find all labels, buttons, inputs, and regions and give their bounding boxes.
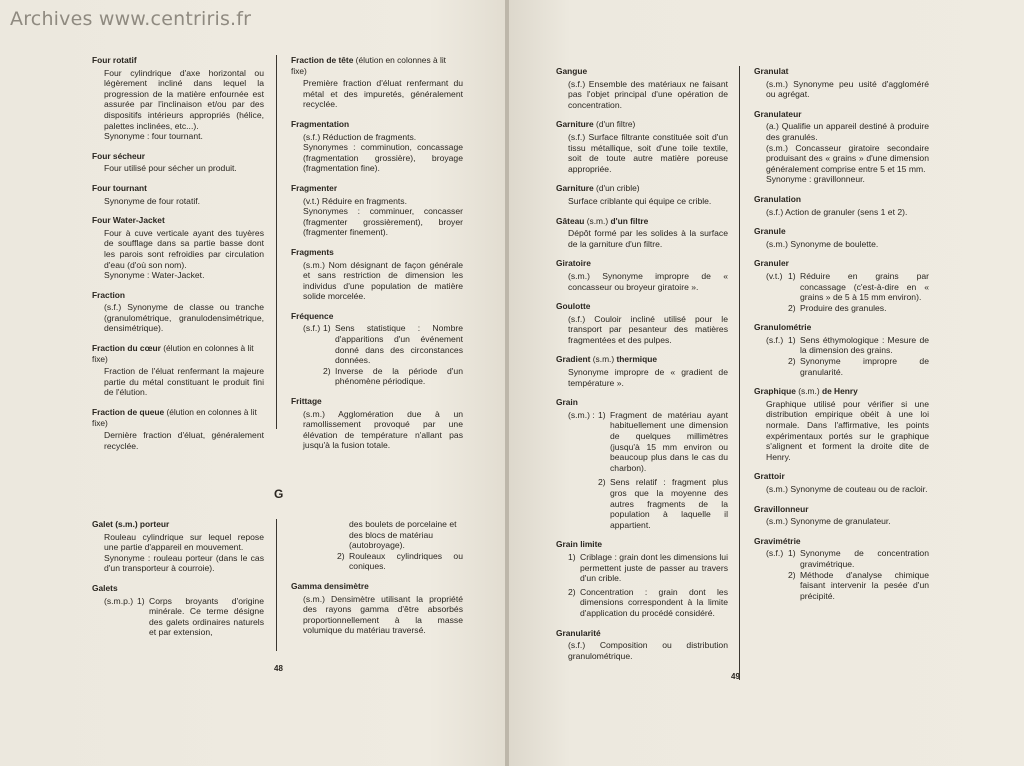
definition: Four cylindrique d'axe horizontal ou légèrement incliné dans lequel la progression de la matière enfournée est assurée par l'inclinaison et/ou par des dispositifs intérieurs appropriés (hélice, palettes inclinées, etc...). [104,67,264,131]
term: Garniture [556,119,594,130]
term: Gradient [556,354,591,365]
entry-fragmenter [291,183,463,238]
term-qualifier: (élution en colonnes à lit fixe) [92,407,257,428]
term: Granulation [754,193,801,204]
term: Fraction de queue [92,407,165,418]
entry-galets-continued [291,519,463,572]
left-col-1 [92,55,264,460]
term: Gangue [556,66,588,76]
item-text: Fragment de matériau ayant habituellement une dimension de quelques millimètres (jusqu'à 15 mm environ ou beaucoup plus dans le cas du charbon). [610,409,728,473]
term: Fragments [291,246,334,257]
term: Garniture [556,183,594,194]
entry-gravillonneur [754,504,929,527]
definition: Rouleau cylindrique sur lequel repose une partie d'appareil en mouvement. [104,531,264,553]
entry-granulation [754,194,929,217]
definition: (s.f.) Composition ou distribution granulométrique. [568,640,728,661]
term: Gravillonneur [754,503,809,514]
entry-grain-limite [556,539,728,618]
definition: (a.) Qualifie un appareil destiné à produire des granulés. [766,121,929,142]
term-qualifier: (d'un filtre) [593,119,636,130]
column-divider [276,519,277,651]
term: Fraction de tête [291,55,354,65]
entry-gamma-densimetre [291,581,463,636]
term: Giratoire [556,258,591,269]
item-number: 2) [788,569,796,580]
entry-graphique-de-henry [754,386,929,462]
definition: Synonyme impropre de « gradient de température ». [568,367,728,388]
entry-gangue [556,66,728,110]
term: Grain limite [556,539,603,550]
entry-fraction-de-tete [291,55,463,110]
watermark: Archives www.centriris.fr [10,8,252,30]
item-text: Rouleaux cylindriques ou coniques. [349,550,463,572]
part-of-speech: (s.f.) [766,334,784,345]
definition: (s.m.) Nom désignant de façon générale et sans restriction de dimension les individus d'une population de matière solide morcelée. [303,259,463,302]
part-of-speech: (s.f.) [303,323,321,334]
definition: (s.m.) Densimètre utilisant la propriété des rayons gamma d'être absorbés proportionnellement à la masse volumique du matériau traversé. [303,593,463,636]
term-qualifier: thermique [616,354,657,365]
term: Four Water-Jacket [92,215,165,226]
term-qualifier: (élution en colonnes à lit fixe) [291,55,447,76]
item-number: 1) [568,551,576,562]
term: Granulat [754,66,789,76]
term: Fraction du cœur [92,343,161,354]
item-text: Produire des granules. [800,302,887,313]
entry-gravimetrie [754,536,929,602]
definition: (s.m.) Synonyme de couteau ou de racloir. [766,484,928,494]
definition: Graphique utilisé pour vérifier si une distribution empirique obéit à une loi normale. Dans l'affirmative, les points expérimentaux portés sur le graphique s'alignent et forment la droite dite de Henry. [766,398,929,462]
part-of-speech: (s.m.) : [568,409,595,420]
definition: Dernière fraction d'éluat, généralement recyclée. [104,430,264,451]
term: Granuler [754,258,789,269]
term: Fraction [92,289,126,300]
term: Grain [556,397,578,408]
term-qualifier: (d'un crible) [593,183,640,194]
entry-fraction [92,290,264,334]
entry-fragmentation [291,119,463,174]
entry-galets [92,583,264,638]
definition: (s.f.) Synonyme de classe ou tranche (granulométrique, granulodensimétrique, densimétrique). [104,302,264,334]
entry-granularite [556,628,728,662]
item-text: Sens relatif : fragment plus gros que la moyenne des autres fragments de la population à laquelle il appartient. [610,477,728,530]
entry-four-tournant [92,183,264,206]
term-qualifier: de Henry [821,386,858,397]
definition: (s.f.) Action de granuler (sens 1 et 2). [766,206,908,217]
definition: (s.m.) Synonyme de boulette. [766,238,879,249]
definition: Fraction de l'éluat renfermant la majeure partie du métal constituant le produit fini de l'élution. [104,366,264,398]
column-divider [739,66,740,680]
entry-fraction-du-coeur [92,343,264,398]
term: Four sécheur [92,150,146,161]
definition: (s.f.) Surface filtrante constituée soit d'un tissu métallique, soit d'une toile textile, soit de toute autre matière poreuse appropriée. [568,131,728,174]
term: Four tournant [92,182,147,193]
item-number: 1) [788,548,796,559]
term: Gravimétrie [754,535,801,546]
item-number: 2) [568,586,576,597]
item-text: Synonyme de concentration gravimétrique. [800,548,929,569]
item-number: 1) [788,334,796,345]
item-number: 2) [598,477,606,488]
term: Granule [754,226,786,237]
term: Gâteau [556,215,585,226]
term: Fragmenter [291,182,338,193]
entry-frequence [291,311,463,387]
entry-granulometrie [754,322,929,377]
item-text: Synonyme impropre de granularité. [800,356,929,377]
term: Galet (s.m.) porteur [92,519,170,529]
term-pos: (s.m.) [590,354,617,365]
definition: (s.m.) Concasseur giratoire secondaire produisant des « grains » d'une dimension généralement comprise entre 5 et 15 mm. [766,142,929,174]
left-page [0,0,505,766]
item-number: 2) [323,365,331,376]
entry-garniture-crible [556,183,728,206]
item-number: 1) [137,595,145,606]
term: Graphique [754,386,796,397]
item-text: Concentration : grain dont les dimensions correspondent à la limite d'application du procédé considéré. [580,586,728,618]
item-text: Criblage : grain dont les dimensions lui permettent juste de passer au travers d'un crible. [580,551,728,584]
item-text: Corps broyants d'origine minérale. Ce terme désigne des galets ordinaires naturels et par extension, [149,595,264,638]
part-of-speech: (s.m.p.) [104,595,134,606]
synonym: Synonyme : gravillonneur. [766,174,865,185]
entry-fraction-de-queue [92,407,264,451]
item-number: 2) [788,302,796,313]
definition: (s.f.) Couloir incliné utilisé pour le transport par pesanteur des matières fragmentées et des pulpes. [568,313,728,345]
item-number: 1) [323,323,331,334]
term-qualifier: (élution en colonnes à lit fixe) [92,343,254,364]
item-number: 2) [337,550,345,561]
left-g-col-2 [291,519,463,645]
item-number: 1) [598,409,606,420]
entry-grain [556,397,728,530]
term: Four rotatif [92,55,137,65]
term: Granularité [556,627,601,638]
entry-garniture-filtre [556,119,728,174]
synonym: Synonyme : four tournant. [104,131,203,142]
definition: (s.f.) Réduction de fragments. [303,131,417,142]
definition: (s.m.) Synonyme peu usité d'aggloméré ou agrégat. [766,78,929,100]
item-number: 1) [788,270,796,281]
definition: Surface criblante qui équipe ce crible. [568,195,712,206]
entry-frittage [291,396,463,451]
section-letter: G [274,487,284,501]
part-of-speech: (v.t.) [766,270,783,281]
term: Goulotte [556,301,591,312]
entry-fragments [291,247,463,302]
item-text: Sens éthymologique : Mesure de la dimension des grains. [800,334,929,356]
right-col-1 [556,66,728,670]
item-text: Sens statistique : Nombre d'apparitions d'un événement donné dans des circonstances données. [335,323,463,366]
entry-four-water-jacket [92,215,264,281]
left-col-2 [291,55,463,460]
definition: Dépôt formé par les solides à la surface de la garniture d'un filtre. [568,228,728,249]
entry-goulotte [556,301,728,345]
definition: (v.t.) Réduire en fragments. [303,195,407,206]
definition: Four à cuve verticale ayant des tuyères de soufflage dans sa partie basse dont les parois sont refroidies par circulation d'eau (d'où son nom). [104,227,264,270]
item-number: 2) [788,356,796,367]
left-g-col-1 [92,519,264,647]
synonym: Synonymes : comminuer, concasser (fragmenter grossièrement), broyer (fragmenter finement). [303,206,463,238]
term: Galets [92,582,118,593]
page-number: 48 [274,664,283,673]
entry-four-secheur [92,151,264,174]
definition: Synonyme de four rotatif. [104,195,201,206]
page-number: 49 [731,672,740,681]
item-text: Méthode d'analyse chimique faisant intervenir la pesée d'un précipité. [800,569,929,601]
entry-grattoir [754,471,929,494]
definition: (s.m.) Synonyme impropre de « concasseur ou broyeur giratoire ». [568,270,728,292]
part-of-speech: (s.f.) [766,548,784,559]
term: Granulométrie [754,322,812,333]
definition: Première fraction d'éluat renfermant du métal et des impuretés, généralement recyclée. [303,78,463,110]
entry-galet-porteur [92,519,264,574]
definition: (s.f.) Ensemble des matériaux ne faisant pas l'objet principal d'une opération de concentration. [568,78,728,110]
term: Granulateur [754,108,802,119]
term: Frittage [291,396,322,407]
entry-granule [754,226,929,249]
term: Fragmentation [291,118,350,129]
definition: (s.m.) Synonyme de granulateur. [766,516,891,527]
continued-text: des boulets de porcelaine et des blocs de matériau (autobroyage). [349,519,457,551]
term: Fréquence [291,310,334,321]
right-col-2 [754,66,929,610]
definition: (s.m.) Agglomération due à un ramollissement provoqué par une élévation de température n'allant pas jusqu'à la fusion totale. [303,408,463,451]
entry-giratoire [556,258,728,292]
definition: Four utilisé pour sécher un produit. [104,163,237,174]
term-pos: (s.m.) [795,386,822,397]
synonym: Synonymes : comminution, concassage (fragmentation grossière), broyage (fragmentation fine). [303,142,463,174]
entry-granulat [754,66,929,100]
term: Grattoir [754,471,785,482]
entry-gradient-thermique [556,354,728,388]
term-pos: (s.m.) [584,215,611,226]
column-divider [276,55,277,429]
item-text: Inverse de la période d'un phénomène périodique. [335,365,463,387]
right-page [509,0,1024,766]
entry-gateau [556,216,728,250]
entry-granulateur [754,109,929,185]
synonym: Synonyme : Water-Jacket. [104,270,205,281]
term: Gamma densimètre [291,580,369,591]
synonym: Synonyme : rouleau porteur (dans le cas d'un transporteur à courroie). [104,552,264,574]
item-text: Réduire en grains par concassage (c'est-à-dire en « grains » de 5 à 15 mm environ). [800,270,929,303]
term-qualifier: d'un filtre [610,215,649,226]
entry-four-rotatif [92,55,264,142]
entry-granuler [754,258,929,313]
